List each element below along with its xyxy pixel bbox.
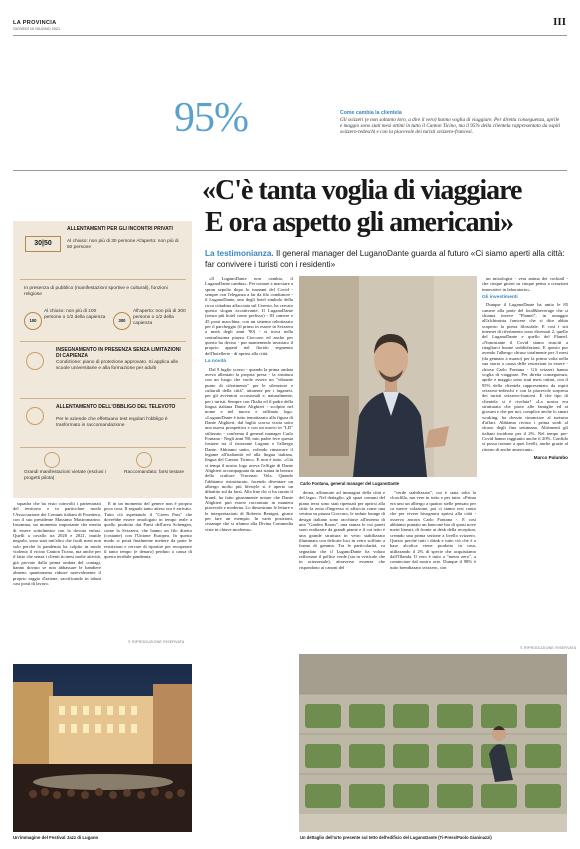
stat-value: 95%: [174, 95, 248, 141]
icon-100: 100: [24, 312, 42, 330]
garden-photo-image: [299, 654, 567, 832]
item4-title: INSEGNAMENTO IN PRESENZA SENZA LIMITAZIONI DI CAPIENZA: [56, 347, 181, 359]
infobox-rule-3: [20, 398, 186, 399]
festival-photo-image: [13, 664, 192, 832]
icon-300: 300: [113, 312, 131, 330]
item1-title: ALLENTAMENTI PER GLI INCONTRI PRIVATI: [67, 226, 173, 232]
portrait-caption: Carlo Fontana, general manager del LuganoDante: [300, 481, 400, 486]
festival-photo: [13, 664, 192, 832]
headline-line-1: «C'è tanta voglia di viaggiare: [202, 175, 522, 206]
headline-line-2: E ora aspetto gli americani»: [205, 207, 513, 238]
article-left-col-2: E in un momento del genere non è proprio poca cosa. Il seguale tanto atteso ora è arrivato. Tutto ciò aspettando il "Green Pass" che dovrebbe essere omologato in tempo reale a quello prodotto dai Paesi dell'area Schengen, come la Svizzera, che hanno un filo diretto (costante) con l'Unione Europea. In questo modo si potrà finalmente mettere da parte le restrizioni e cercare di ripartire per recuperare il tanto tempo (e denaro) perduto a causa di questa terribile pandemia.: [104, 501, 192, 560]
article-left-col-1: squadra che ha visto coinvolti i partenariati del territorio e in particolare modo l'Associazione dei Comuni italiani di Frontiera, con il suo presidente Massimo Mastromarino. Insomma, un momento importante che merita di essere sottolineato con la dovuta enfasi. Quelli a cavallo tra 2020 e 2021, inutile negarlo, sono stati tutt'altro che facili mesi non solo perché la pandemia ha colpito in modo violento il vicino Canton Ticino, ma anche per il fatto che senza i clienti ticinesi molte attività, già provate dalla prima ondata del contagi, hanno dovuto se non abbassare le bandiere almeno quantomeno ridurre notevolmente il proprio raggio d'azione, sacrificando in taluni casi posti di lavoro.: [13, 501, 101, 587]
article-col-3: «Il LuganoDante non cambia, il LuganoDante cambia». Per tornare a marciare a spron sepolto dopo lo tsunami del Covid - sempre con l'eleganza a far da filo conduttore - il LuganoDante, uno degli hotel simbolo della ricca cittadina affacciata sul Ceresio, ha cercato questo slogan accattivante. Il LuganoDante (senza più hotel come prefisso) - 83 camere e 45 posti macchina, con un sistema robotizzato per il parcheggio (il primo in essere in Svizzera a metà degli anni '90) - si trova nella centralissima piazza Cioccaro ed anche per questo ha deciso - pur mantenendo invariato il proprio appeal nel florido segmento dell'hotellerie - di aprirsi alla città. La novità Dal 9 luglio scorso - quando la prima ondata aveva allentato la propria presa - la struttura con un luogo che vuole essere un "vibrante punto di riferimento" per le silenziose e culturali della città", attraente per i luganesi, per gli avventori occasionali e, naturalmente, per i turisti. Sempre con l'Italia ed il padre della lingua italiana Dante Alighieri - scolpito nel nome e nel nuovo e raffinato logo. «LuganoDante è tutto tematizzato alla figura di Dante Alighieri, dal luglio scorso visita sotto una nuova prospettiva e con un nuovo in "LD" stilizzato - conferma il general manager Carlo Fontana - Negli anni '80, mio padre fece questa fusione tra il ristorante Lugano e l'albergo Dante. Abbiamo unito, volendo rimarcare il legame all'italianità ed alla lingua italiana, lingua del Canton Ticino». E non è tutto. «Già si tempi il nostro logo aveva l'effigie di Dante Alighieri accompagnata da una statua in bronzo dello scultore Vincenzo Vela. Quando l'abbiamo ristrutturato, facendo diventare un albergo molto più lifestyle si è aperto un dibattito sul da farsi. Alla fine chi ci ha curato il brand, ha fatto giustamente notare che Dante Alighieri può essere raccontato in maniera piacevole e moderna. Lo dimostrano le letture e le interpretazioni di Roberto Benigni, giusto per fare un esempio. In varie posizioni, cistampe che si rifanno alla Divina Commedia viste in chiave moderna».: [205, 276, 293, 532]
article-col-6: un mixologist - vera anima dei cocktail - che cinque giorni su cinque pensa a creazioni innovative in laboratorio». Gli investimenti Dunque il LuganoDante ha unito le 85 camere alla parte del food&beverage che si chiama invece "Flamel", in omaggio all'alchimista francese che si dice abbia scoperto la pietra filosofale. E così i siti internet di riferimento sono diventati 2, quello del LuganoDante e quello del Flamel. «Nonostante il Covid siamo riusciti a ritagliarci buone soddisfazioni. E questo pur avendo l'albergo chiuso totalmente per 3 mesi (da gennaio a marzo) per la prima volta nella sua storia a causa delle restrizioni in essere - chiosa Carlo Fontana - Gli svizzeri hanno voglia di viaggiare. Per diretta conseguenza, aprile e maggio sono stati mesi ottimi, con il 95% della clientela rappresentato da ospiti svizzero-tedeschi e con la piacevole sorpresa dei turisti svizzero-francesi. E che tipo di clientela si è rivelata? «La nostra era strutturata che piace alle famiglie ed ai giovani e che per noi, complice anche lo smart working, ha dovuto rinunciare al turismo d'affari. Abbiamo rivisto i prima sordi al sforzo degli fina settimana. Altrimenti gli italiani incidono per il 2%. Nel tempo pre-Covid hanno raggiunto anche il 20%. Confido si possa tornare a quei livelli, anche grazie al ritorno di anche americani». Marco Palumbo: [482, 276, 568, 460]
item3a-text: Al chiuso: non più di 100 persone o 1/2 della capienza: [44, 309, 106, 320]
school-icon: [26, 352, 44, 370]
portrait-photo: [299, 276, 477, 477]
credit-left: © RIPRODUZIONE RISERVATA: [128, 640, 185, 644]
subhead-text: Il general manager del LuganoDante guarda al futuro «Ci siamo aperti alla città: far convivere i turisti con i residenti»: [205, 249, 565, 269]
stat-title: Come cambia la clientela: [340, 110, 402, 116]
garden-photo: [299, 654, 567, 832]
stat-rule: [13, 170, 567, 171]
article-col-5: "verde stabilizzato", cui è stata tolta la clorofilla, ma vere in tutto e per tutto. «Prima era uno un albergo a quattro stelle pensato per ca merce colazione, poi ci siamo resi conto che per vivere bisognava aprirsi alla città - osserva ancora Carlo Fontana -. E così abbiamo puntato un bancone bar di quasi nove metri lineari, di fronte ai desk della reception, creando una prima sezione a livello svizzero. Questo perché tutti i drink e tutto ciò che è a base alcolica viene prodotto in casa, utilizzando il 2% di specie che acquistiamo dall'Olanda. Il vero è tutto a "metro zero", a cominciare dal nostro orto. Dunque il 98% è tutto brendizzato svizzero, con: [390, 490, 476, 570]
infobox-rule-4: [20, 447, 186, 448]
festival-caption: Un'immagine del Festival Jazz di Lugano: [13, 835, 99, 840]
item5-text: Per le aziende che effettuano test regolari l'obbligo è trasformato in raccomandazione: [56, 417, 168, 428]
article-col-4: derna, affiancate ad immagini della città e del lago». Nel dettaglio, gli spazi comuni del piano terra sono stati ripensati per aprirsi alla città: la zona d'ingresso si affaccia come una vetrina su piazza Cioccaro, le sedute lounge di design italiano sono racchiuse all'interno di una "Garden Room", una stanza le cui pareti sono realizzate da grandi piante e il cui tetto è una grande struttura in vetro stabilizzato illuminata con delicate luci in vetro soffiato a forma di gemma. Tra le particolarità, va segnalato che il LuganoDante ha voluto raffronare il pollice verde (sia in verticale che in orizzontale), attraverso essenze che rispondono ai canoni del: [299, 490, 385, 570]
test-icon: [136, 452, 152, 468]
portrait-photo-image: [299, 276, 477, 477]
item6b-text: Raccomandato: farsi testare: [124, 470, 184, 475]
crowd-icon: [44, 452, 60, 468]
subhead: [205, 249, 567, 270]
icon-30-50: 30|50: [25, 236, 61, 252]
item5-title: ALLENTAMENTO DELL'OBBLIGO DEL TELEVOTO: [56, 404, 176, 410]
subhead-kicker: La testimonianza.: [205, 249, 274, 258]
page-number: III: [553, 16, 566, 28]
infobox-rule-2: [20, 341, 186, 342]
byline: Marco Palumbo: [533, 455, 568, 460]
header-rule: [13, 35, 567, 36]
subsection-investimenti: Gli investimenti: [482, 295, 518, 301]
garden-caption: Un dettaglio dell'orto presente sul tetto dell'edificio del LuganoDante (Ti-Press/Paolo Gianinazzi): [300, 835, 492, 840]
masthead: LA PROVINCIA: [13, 20, 57, 26]
item4-text: Condizione: piano di protezione approvato. Si applica alle scuole universitarie e alla formazione per adulti: [56, 360, 179, 371]
office-icon: [26, 407, 44, 425]
subsection-novita: La novità: [205, 359, 227, 365]
credit-right: © RIPRODUZIONE RISERVATA: [520, 646, 577, 650]
issue-date: GIOVEDÌ 10 GIUGNO 2021: [13, 27, 61, 31]
item6a-text: Grandi manifestazioni vietate (esclusi i progetti pilota): [24, 470, 106, 481]
item1-text: Al chiuso: non più di 30 persone Al'aperto: non più di 50 persone: [67, 239, 179, 250]
infobox-rule-1: [20, 279, 186, 280]
stat-text: Gli svizzeri (e non soltanto loro, a dire il vero) hanno voglia di viaggiare. Per diretta conseguenza, aprile e maggio sono stati mesi ottimi in tutto il Canton Ticino, ma il 95% della clientela rappresentato da ospiti svizzero-tedeschi e con la piacevole dei turisti svizzero-francesi.: [340, 117, 561, 135]
item3b-text: All'aperto: non più di 300 persone o 1/2 della capienza: [133, 309, 186, 326]
item2-text: In presenza di pubblico (manifestazioni sportive e culturali), funzioni religiose: [24, 286, 168, 297]
